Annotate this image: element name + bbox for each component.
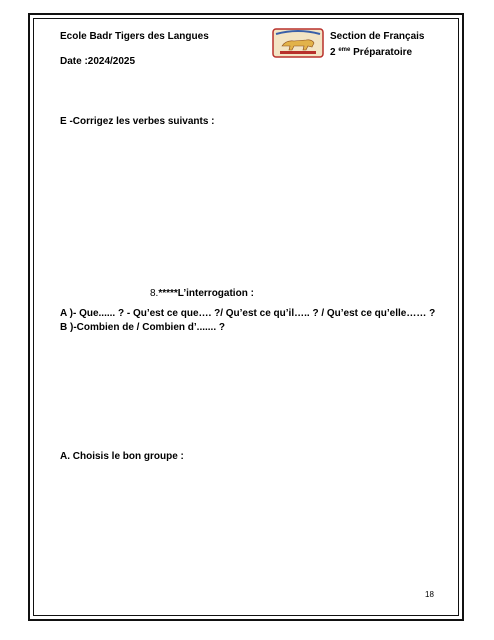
- interrogation-number: 8.: [150, 288, 159, 299]
- interrogation-line-b: B )-Combien de / Combien d’....... ?: [60, 322, 225, 333]
- school-name: Ecole Badr Tigers des Langues: [60, 31, 209, 42]
- school-logo: [272, 28, 324, 58]
- page-number: 18: [425, 590, 434, 599]
- verb-correction-heading: E -Corrigez les verbes suivants :: [60, 116, 215, 127]
- interrogation-line-a: A )- Que...... ? - Qu’est ce que…. ?/ Qu’est ce qu’il….. ? / Qu’est ce qu’elle…… ?: [60, 308, 436, 319]
- grade-name: Préparatoire: [353, 47, 413, 58]
- section-label: Section de Français: [330, 31, 425, 42]
- grade-number: 2: [330, 47, 336, 58]
- school-year: Date :2024/2025: [60, 56, 136, 67]
- interrogation-title: *****L’interrogation :: [158, 288, 254, 299]
- grade-label: [330, 44, 412, 59]
- grade-superscript: eme: [338, 47, 351, 53]
- choose-group-heading: A. Choisis le bon groupe :: [60, 451, 184, 462]
- interrogation-heading: [150, 288, 254, 300]
